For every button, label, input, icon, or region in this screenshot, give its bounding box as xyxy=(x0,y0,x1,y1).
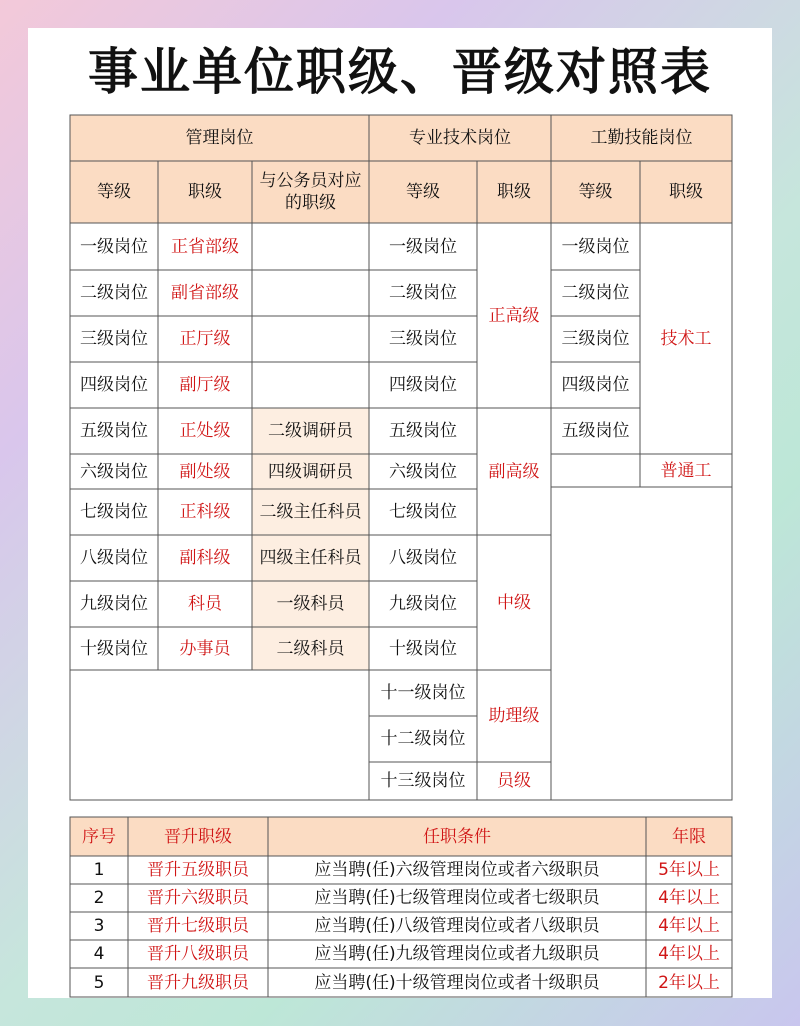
mgmt-grade: 七级岗位 xyxy=(80,502,148,522)
mgmt-civil: 二级科员 xyxy=(276,638,345,659)
t2-row-years: 4年以上 xyxy=(658,944,720,964)
pro-grade: 七级岗位 xyxy=(389,502,457,522)
mgmt-grade: 十级岗位 xyxy=(80,638,148,659)
t2-row-condition: 应当聘(任)十级管理岗位或者十级职员 xyxy=(314,972,600,993)
pro-grade: 五级岗位 xyxy=(389,421,457,441)
mgmt-grade: 一级岗位 xyxy=(80,236,148,257)
t2-header-promotion: 晋升职级 xyxy=(164,826,232,847)
work-rank: 普通工 xyxy=(660,460,712,481)
mgmt-rank: 科员 xyxy=(188,594,222,614)
work-grade: 二级岗位 xyxy=(561,283,630,303)
pro-grade: 十级岗位 xyxy=(389,638,457,659)
t2-row-condition: 应当聘(任)八级管理岗位或者八级职员 xyxy=(314,916,600,936)
subheader-mgmt-rank: 职级 xyxy=(188,182,222,202)
mgmt-grade: 二级岗位 xyxy=(80,283,148,303)
pro-rank: 员级 xyxy=(497,771,531,791)
t2-row-years: 4年以上 xyxy=(658,916,720,936)
t2-row-condition: 应当聘(任)六级管理岗位或者六级职员 xyxy=(314,860,600,880)
t2-row-promotion: 晋升九级职员 xyxy=(147,972,249,993)
work-grade: 一级岗位 xyxy=(561,236,630,257)
t2-row-years: 4年以上 xyxy=(658,888,720,908)
t2-row-no: 4 xyxy=(93,944,105,964)
mgmt-rank: 办事员 xyxy=(179,638,231,659)
mgmt-civil: 四级调研员 xyxy=(268,461,353,482)
pro-rank: 正高级 xyxy=(488,305,540,326)
t2-row-promotion: 晋升六级职员 xyxy=(147,888,249,908)
mgmt-grade: 六级岗位 xyxy=(80,461,148,482)
pro-grade: 三级岗位 xyxy=(389,329,457,349)
pro-grade: 六级岗位 xyxy=(389,461,457,482)
mgmt-rank: 副科级 xyxy=(179,548,231,568)
t2-row-years: 5年以上 xyxy=(658,860,720,880)
header-management: 管理岗位 xyxy=(185,128,254,148)
subheader-pro-grade: 等级 xyxy=(406,182,440,202)
pro-rank: 中级 xyxy=(497,592,531,613)
subheader-mgmt-grade: 等级 xyxy=(97,182,131,202)
t2-header-condition: 任职条件 xyxy=(423,826,491,847)
mgmt-grade: 九级岗位 xyxy=(80,594,148,614)
mgmt-civil: 四级主任科员 xyxy=(259,548,362,568)
mgmt-grade: 五级岗位 xyxy=(80,421,148,441)
t2-row-condition: 应当聘(任)七级管理岗位或者七级职员 xyxy=(314,888,600,908)
mgmt-rank: 副厅级 xyxy=(179,375,231,395)
pro-grade: 二级岗位 xyxy=(389,283,457,303)
pro-grade: 十一级岗位 xyxy=(380,683,466,703)
pro-rank: 助理级 xyxy=(488,706,540,726)
t2-row-no: 2 xyxy=(93,888,105,908)
t2-row-no: 1 xyxy=(93,860,105,880)
work-grade: 三级岗位 xyxy=(561,329,630,349)
mgmt-rank: 正厅级 xyxy=(179,329,231,349)
t2-row-years: 2年以上 xyxy=(658,972,720,993)
mgmt-civil: 二级主任科员 xyxy=(259,502,362,522)
mgmt-grade: 八级岗位 xyxy=(80,548,148,568)
work-grade: 四级岗位 xyxy=(561,375,630,395)
t2-row-promotion: 晋升八级职员 xyxy=(147,944,249,964)
subheader-mgmt-civil: 与公务员对应的职级 xyxy=(259,171,362,213)
mgmt-rank: 正省部级 xyxy=(171,236,239,257)
mgmt-grade: 三级岗位 xyxy=(80,329,148,349)
t2-row-promotion: 晋升七级职员 xyxy=(147,916,249,936)
pro-rank: 副高级 xyxy=(488,461,540,482)
mgmt-rank: 正处级 xyxy=(179,421,231,441)
mgmt-rank: 副省部级 xyxy=(171,283,239,303)
mgmt-rank: 正科级 xyxy=(179,502,231,522)
pro-grade: 十三级岗位 xyxy=(380,771,466,791)
pro-grade: 一级岗位 xyxy=(389,236,457,257)
pro-grade: 八级岗位 xyxy=(389,548,457,568)
subheader-work-grade: 等级 xyxy=(578,182,613,202)
t2-row-no: 5 xyxy=(93,972,105,993)
work-grade: 五级岗位 xyxy=(561,421,630,441)
t2-header-no: 序号 xyxy=(82,826,116,847)
mgmt-grade: 四级岗位 xyxy=(80,375,148,395)
pro-grade: 四级岗位 xyxy=(389,375,457,395)
header-worker: 工勤技能岗位 xyxy=(590,128,693,148)
t2-header-years: 年限 xyxy=(672,826,706,847)
subheader-work-rank: 职级 xyxy=(669,182,703,202)
mgmt-civil: 二级调研员 xyxy=(268,421,353,441)
page-title: 事业单位职级、晋级对照表 xyxy=(88,43,712,101)
work-rank: 技术工 xyxy=(660,328,712,349)
pro-grade: 十二级岗位 xyxy=(380,729,466,749)
subheader-pro-rank: 职级 xyxy=(497,182,531,202)
t2-row-condition: 应当聘(任)九级管理岗位或者九级职员 xyxy=(314,944,600,964)
t2-row-no: 3 xyxy=(93,916,105,936)
mgmt-civil: 一级科员 xyxy=(276,594,345,614)
mgmt-rank: 副处级 xyxy=(179,461,231,482)
t2-row-promotion: 晋升五级职员 xyxy=(147,860,249,880)
header-professional: 专业技术岗位 xyxy=(409,128,511,148)
pro-grade: 九级岗位 xyxy=(389,594,457,614)
